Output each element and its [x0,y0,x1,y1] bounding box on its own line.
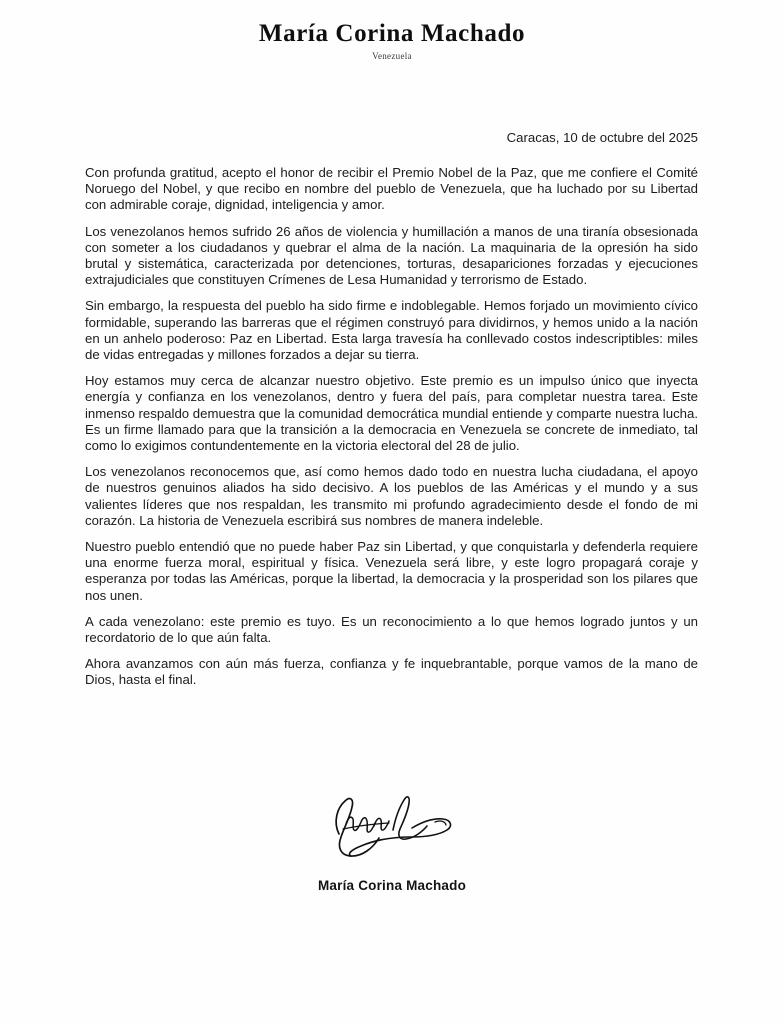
signature-block [0,782,784,893]
paragraph: Hoy estamos muy cerca de alcanzar nuestro objetivo. Este premio es un impulso único que inyecta energía y confianza en los venezolanos, dentro y fuera del país, para completar nuestra tarea. Este inmenso respaldo demuestra que la comunidad democrática mundial entiende y comparte nuestra lucha. Es un firme llamado para que la transición a la democracia en Venezuela se concrete de inmediato, tal como lo exigimos contundentemente en la victoria electoral del 28 de julio. [85,373,698,454]
letter-content [85,130,698,689]
letterhead [0,0,784,61]
paragraph: Ahora avanzamos con aún más fuerza, confianza y fe inquebrantable, porque vamos de la mano de Dios, hasta el final. [85,656,698,688]
handwritten-signature-icon [317,782,467,862]
paragraph: Nuestro pueblo entendió que no puede haber Paz sin Libertad, y que conquistarla y defenderla requiere una enorme fuerza moral, espiritual y física. Venezuela será libre, y este logro propagará coraje y esperanza por todas las Américas, porque la libertad, la democracia y la prosperidad son los pilares que nos unen. [85,539,698,603]
paragraph: Con profunda gratitud, acepto el honor de recibir el Premio Nobel de la Paz, que me confiere el Comité Noruego del Nobel, y que recibo en nombre del pueblo de Venezuela, que ha luchado por su Libertad con admirable coraje, dignidad, inteligencia y amor. [85,165,698,213]
letterhead-subtitle: Venezuela [372,50,412,61]
paragraph: Los venezolanos hemos sufrido 26 años de violencia y humillación a manos de una tiranía obsesionada con someter a los ciudadanos y quebrar el alma de la nación. La maquinaria de la opresión ha sido brutal y sistemática, caracterizada por detenciones, torturas, desapariciones forzadas y ejecuciones extrajudiciales que constituyen Crímenes de Lesa Humanidad y terrorismo de Estado. [85,223,698,288]
paragraph: Los venezolanos reconocemos que, así como hemos dado todo en nuestra lucha ciudadana, el apoyo de nuestros genuinos aliados ha sido decisivo. A los pueblos de las Américas y el mundo y a sus valientes líderes que nos respaldan, les transmito mi profundo agradecimiento desde el fondo de mi corazón. La historia de Venezuela escribirá sus nombres de manera indeleble. [85,464,698,528]
letterhead-name: María Corina Machado [258,20,526,47]
signature-name: María Corina Machado [317,878,467,893]
letter-paragraphs [85,165,698,689]
paragraph: A cada venezolano: este premio es tuyo. Es un reconocimiento a lo que hemos logrado juntos y un recordatorio de lo que aún falta. [85,613,698,646]
dateline: Caracas, 10 de octubre del 2025 [506,130,698,145]
paragraph: Sin embargo, la respuesta del pueblo ha sido firme e indoblegable. Hemos forjado un movimiento cívico formidable, superando las barreras que el régimen construyó para dividirnos, y hemos unido a la nación en un anhelo poderoso: Paz en Libertad. Esta larga travesía ha conllevado costos indescriptibles: miles de vidas entregadas y millones forzados a dejar su tierra. [85,298,698,363]
